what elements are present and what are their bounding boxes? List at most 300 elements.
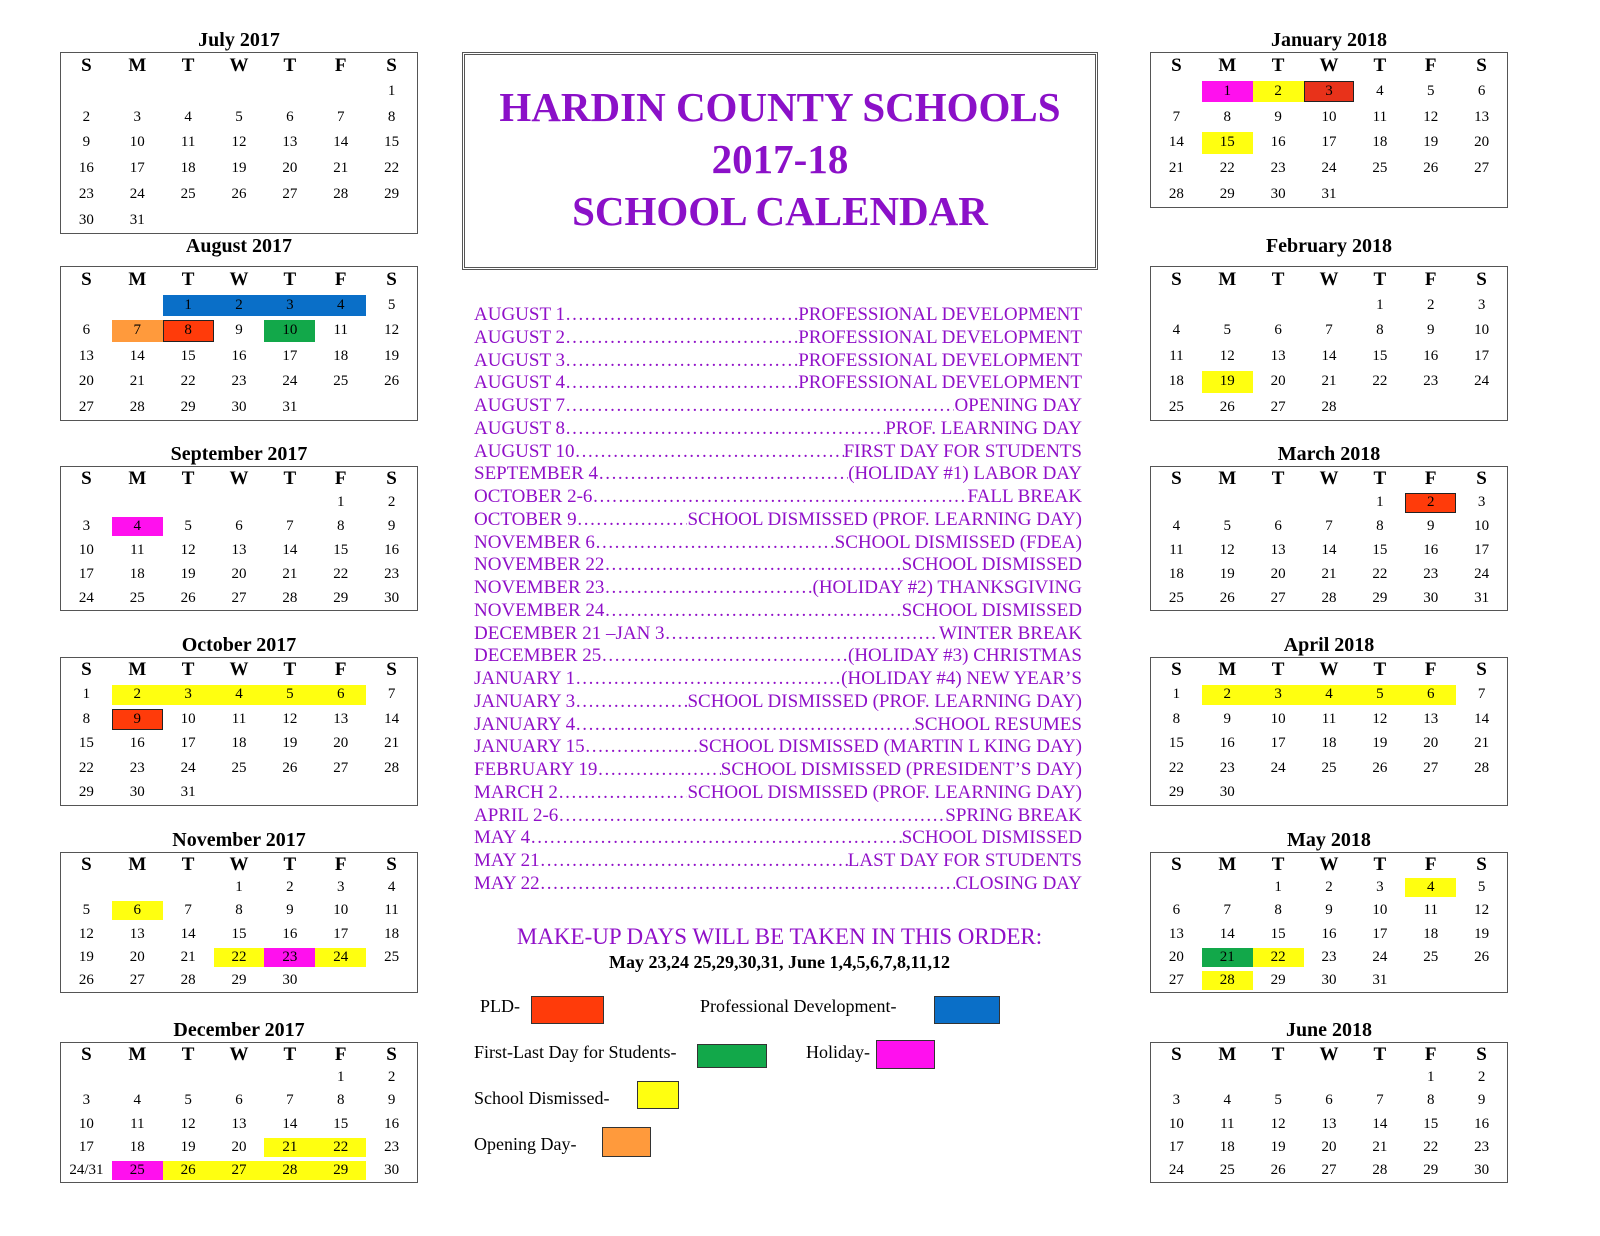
day-cell xyxy=(1405,562,1456,586)
dot-leader xyxy=(577,509,688,532)
week-row xyxy=(61,1112,417,1135)
day-number: 27 xyxy=(1270,589,1286,606)
day-number: 26 xyxy=(180,589,196,606)
event-description: SCHOOL DISMISSED (PROF. LEARNING DAY) xyxy=(687,690,1082,712)
day-number: 10 xyxy=(1321,108,1337,125)
day-number: 20 xyxy=(231,1138,247,1155)
day-cell xyxy=(214,318,265,344)
day-number: 8 xyxy=(336,1092,345,1109)
day-cell xyxy=(1456,369,1507,395)
day-number: 28 xyxy=(1321,589,1337,606)
day-number: 6 xyxy=(1274,322,1282,339)
day-cell xyxy=(163,344,214,370)
day-cell xyxy=(1354,1089,1405,1112)
dot-leader xyxy=(575,691,687,714)
day-number: 8 xyxy=(387,108,396,125)
day-cell xyxy=(366,395,417,421)
day-number: 30 xyxy=(384,1161,400,1178)
day-number: 23 xyxy=(1423,565,1439,582)
weekday-label: W xyxy=(1319,467,1339,489)
event-date: AUGUST 4 xyxy=(474,372,565,394)
day-number: 20 xyxy=(1321,1138,1337,1155)
day-number: 13 xyxy=(78,347,94,364)
day-number: 6 xyxy=(133,902,142,919)
day-cell xyxy=(61,1112,112,1135)
weekday-label: W xyxy=(229,1043,249,1065)
day-cell xyxy=(315,79,366,105)
day-cell xyxy=(1253,491,1304,515)
day-cell xyxy=(1354,781,1405,806)
day-cell xyxy=(112,182,163,208)
day-cell xyxy=(315,491,366,515)
month-grid-april-2018 xyxy=(1150,657,1508,806)
day-cell xyxy=(1354,293,1405,319)
day-cell xyxy=(1151,1112,1202,1135)
day-cell xyxy=(1456,1089,1507,1112)
day-cell xyxy=(366,318,417,344)
day-cell xyxy=(112,1159,163,1182)
weekday-label: M xyxy=(1218,268,1237,290)
day-cell xyxy=(1304,922,1355,945)
day-number: 28 xyxy=(1168,185,1184,202)
day-cell xyxy=(1405,707,1456,732)
day-cell xyxy=(1151,781,1202,806)
weekday-label: T xyxy=(181,659,195,681)
day-number: 9 xyxy=(387,1092,396,1109)
week-row xyxy=(1151,1112,1507,1135)
day-number: 12 xyxy=(1372,710,1388,727)
weekday-label: F xyxy=(334,1043,347,1065)
day-cell xyxy=(163,1136,214,1159)
day-cell xyxy=(61,756,112,781)
day-cell xyxy=(61,182,112,208)
weekday-label: S xyxy=(386,54,397,76)
day-cell xyxy=(1202,130,1253,156)
event-date: JANUARY 4 xyxy=(474,713,576,735)
day-number: 18 xyxy=(1219,1138,1235,1155)
event-description: WINTER BREAK xyxy=(938,622,1082,644)
day-number: 10 xyxy=(78,1115,94,1132)
day-number: 6 xyxy=(286,108,294,125)
weekday-label: F xyxy=(334,467,347,489)
day-number: 16 xyxy=(1423,347,1439,364)
dot-leader xyxy=(574,441,843,464)
day-number: 11 xyxy=(1169,541,1184,558)
day-cell xyxy=(1456,1112,1507,1135)
week-row xyxy=(1151,515,1507,539)
day-cell xyxy=(1405,130,1456,156)
weekday-label: S xyxy=(386,1043,397,1065)
day-cell xyxy=(264,207,315,233)
day-number: 3 xyxy=(1477,296,1486,313)
day-number: 29 xyxy=(231,971,247,988)
day-cell xyxy=(1151,1136,1202,1159)
day-number: 10 xyxy=(180,710,196,727)
event-description: CLOSING DAY xyxy=(955,872,1082,894)
weekday-label: W xyxy=(229,853,249,875)
event-description: SCHOOL DISMISSED xyxy=(901,827,1082,849)
day-number: 28 xyxy=(384,759,400,776)
day-number: 11 xyxy=(180,134,196,151)
day-number: 7 xyxy=(1223,902,1232,919)
day-number: 8 xyxy=(1274,902,1282,919)
day-number: 22 xyxy=(78,759,94,776)
weekday-label: S xyxy=(81,659,92,681)
dot-leader xyxy=(565,304,798,327)
day-cell xyxy=(1354,969,1405,992)
week-row xyxy=(61,156,417,182)
day-number: 3 xyxy=(286,296,294,313)
weekday-label: W xyxy=(229,268,249,290)
day-cell xyxy=(1151,586,1202,610)
day-cell xyxy=(163,586,214,610)
day-cell xyxy=(366,538,417,562)
day-cell xyxy=(1354,104,1405,130)
day-cell xyxy=(61,707,112,732)
day-cell xyxy=(366,293,417,319)
day-number: 21 xyxy=(129,373,145,390)
day-number: 25 xyxy=(1219,1161,1235,1178)
day-number: 16 xyxy=(1321,925,1337,942)
week-row xyxy=(1151,969,1507,992)
day-cell xyxy=(61,732,112,757)
day-cell xyxy=(1405,756,1456,781)
day-cell xyxy=(315,318,366,344)
day-number: 13 xyxy=(1168,925,1184,942)
day-cell xyxy=(1304,515,1355,539)
weekday-header xyxy=(61,853,417,876)
day-number: 4 xyxy=(1325,686,1333,703)
day-cell xyxy=(1405,491,1456,515)
month-title: November 2017 xyxy=(172,829,306,851)
dot-leader xyxy=(598,463,848,486)
day-number: 5 xyxy=(184,518,192,535)
day-cell xyxy=(315,1089,366,1112)
day-cell xyxy=(1405,683,1456,708)
month-grid-september-2017 xyxy=(60,466,418,611)
day-cell xyxy=(1151,1066,1202,1089)
day-number: 17 xyxy=(1474,541,1490,558)
day-number: 28 xyxy=(282,589,298,606)
day-number: 10 xyxy=(333,902,349,919)
day-number: 22 xyxy=(333,1138,349,1155)
day-number: 24/31 xyxy=(69,1161,104,1178)
day-cell xyxy=(214,781,265,806)
day-cell xyxy=(1354,732,1405,757)
day-cell xyxy=(315,922,366,945)
weekday-header xyxy=(61,53,417,79)
day-cell xyxy=(112,732,163,757)
day-number: 4 xyxy=(1172,322,1181,339)
weekday-header xyxy=(1151,53,1507,79)
month-title: February 2018 xyxy=(1265,235,1393,257)
day-cell xyxy=(264,1136,315,1159)
day-number: 10 xyxy=(282,322,298,339)
day-cell xyxy=(214,104,265,130)
day-number: 22 xyxy=(384,160,400,177)
day-number: 14 xyxy=(1474,710,1490,727)
day-cell xyxy=(1253,156,1304,182)
day-cell xyxy=(264,491,315,515)
day-number: 1 xyxy=(82,686,91,703)
event-row xyxy=(474,463,1082,486)
event-row xyxy=(474,486,1082,509)
week-row xyxy=(61,562,417,586)
day-number: 4 xyxy=(184,108,192,125)
week-row xyxy=(1151,130,1507,156)
day-cell xyxy=(366,781,417,806)
day-cell xyxy=(1456,922,1507,945)
month-grid-july-2017 xyxy=(60,52,418,234)
day-number: 3 xyxy=(1172,1092,1181,1109)
day-number: 21 xyxy=(1168,159,1184,176)
day-number: 4 xyxy=(387,879,396,896)
day-number: 6 xyxy=(1325,1092,1333,1109)
day-number: 12 xyxy=(180,541,196,558)
day-number: 7 xyxy=(1325,518,1333,535)
day-number: 13 xyxy=(333,710,349,727)
week-row xyxy=(61,586,417,610)
day-number: 8 xyxy=(1426,1092,1435,1109)
event-description: FALL BREAK xyxy=(967,486,1082,507)
day-number: 15 xyxy=(1270,925,1286,942)
day-number: 17 xyxy=(78,565,94,582)
day-number: 17 xyxy=(1168,1138,1184,1155)
day-number: 19 xyxy=(1372,735,1388,752)
day-cell xyxy=(1202,562,1253,586)
day-cell xyxy=(315,946,366,969)
day-number: 13 xyxy=(1474,108,1490,125)
day-cell xyxy=(163,683,214,708)
day-cell xyxy=(163,732,214,757)
day-number: 4 xyxy=(1376,82,1384,99)
event-date: NOVEMBER 6 xyxy=(474,531,595,553)
day-cell xyxy=(214,293,265,319)
day-cell xyxy=(315,781,366,806)
day-cell xyxy=(163,130,214,156)
day-cell xyxy=(1151,395,1202,421)
day-number: 3 xyxy=(1274,686,1282,703)
day-number: 12 xyxy=(78,925,94,942)
day-cell xyxy=(112,707,163,732)
day-cell xyxy=(1202,732,1253,757)
day-number: 14 xyxy=(282,1115,298,1132)
day-cell xyxy=(61,104,112,130)
weekday-label: W xyxy=(1319,268,1339,290)
week-row xyxy=(1151,732,1507,757)
day-cell xyxy=(1405,318,1456,344)
day-number: 29 xyxy=(384,185,400,202)
event-date: NOVEMBER 24 xyxy=(474,599,605,621)
day-number: 3 xyxy=(133,108,142,125)
day-cell xyxy=(264,756,315,781)
day-cell xyxy=(366,182,417,208)
weekday-label: S xyxy=(81,1043,92,1065)
weekday-label: S xyxy=(1171,1043,1182,1065)
day-cell xyxy=(112,899,163,922)
day-number: 17 xyxy=(129,160,145,177)
weekday-label: S xyxy=(1476,1043,1487,1065)
day-cell xyxy=(1253,395,1304,421)
day-cell xyxy=(214,395,265,421)
dot-leader xyxy=(565,350,798,373)
day-number: 24 xyxy=(1270,759,1286,776)
day-number: 2 xyxy=(1274,82,1282,99)
day-number: 5 xyxy=(286,686,294,703)
day-cell xyxy=(1151,1159,1202,1182)
day-cell xyxy=(1405,369,1456,395)
day-cell xyxy=(163,491,214,515)
day-number: 30 xyxy=(384,589,400,606)
weekday-label: S xyxy=(386,659,397,681)
weekday-label: T xyxy=(181,54,195,76)
weekday-label: M xyxy=(1218,659,1237,681)
week-row xyxy=(61,756,417,781)
event-date: MAY 22 xyxy=(474,872,540,894)
weekday-label: T xyxy=(283,853,297,875)
day-cell xyxy=(1405,732,1456,757)
day-number: 4 xyxy=(1223,1092,1232,1109)
day-cell xyxy=(264,922,315,945)
week-row xyxy=(61,946,417,969)
day-number: 9 xyxy=(1426,322,1435,339)
week-row xyxy=(1151,1159,1507,1182)
dot-leader xyxy=(585,736,699,759)
day-cell xyxy=(1405,515,1456,539)
day-number: 7 xyxy=(133,322,142,339)
event-row xyxy=(474,304,1082,327)
weekday-label: W xyxy=(1319,54,1339,76)
event-date: AUGUST 10 xyxy=(474,440,575,462)
day-cell xyxy=(1304,293,1355,319)
event-description: SCHOOL DISMISSED (PROF. LEARNING DAY) xyxy=(687,508,1082,530)
day-cell xyxy=(61,876,112,899)
event-date: FEBRUARY 19 xyxy=(474,759,598,780)
event-row xyxy=(474,805,1082,828)
weekday-label: T xyxy=(1373,659,1387,681)
day-number: 29 xyxy=(1270,971,1286,988)
day-number: 19 xyxy=(1219,565,1235,582)
month-title: May 2018 xyxy=(1287,829,1371,851)
day-number: 30 xyxy=(1474,1161,1490,1178)
day-number: 21 xyxy=(180,948,196,965)
day-cell xyxy=(112,781,163,806)
day-cell xyxy=(61,781,112,806)
day-cell xyxy=(1354,79,1405,105)
day-number: 29 xyxy=(1423,1161,1439,1178)
day-cell xyxy=(112,293,163,319)
day-number: 7 xyxy=(1376,1092,1384,1109)
day-number: 24 xyxy=(333,948,349,965)
day-number: 2 xyxy=(235,296,243,313)
event-description: PROFESSIONAL DEVELOPMENT xyxy=(798,349,1082,371)
weekday-label: S xyxy=(386,853,397,875)
makeup-title: MAKE-UP DAYS WILL BE TAKEN IN THIS ORDER: xyxy=(516,924,1043,949)
day-number: 23 xyxy=(1219,759,1235,776)
day-cell xyxy=(315,1112,366,1135)
month-grid-january-2018 xyxy=(1150,52,1508,208)
day-number: 23 xyxy=(231,373,247,390)
day-number: 21 xyxy=(282,565,298,582)
day-cell xyxy=(1253,318,1304,344)
day-number: 18 xyxy=(129,1138,145,1155)
dot-leader xyxy=(575,668,841,691)
day-number: 21 xyxy=(282,1138,298,1155)
week-row xyxy=(61,130,417,156)
day-cell xyxy=(163,781,214,806)
day-cell xyxy=(1456,756,1507,781)
weekday-label: T xyxy=(1271,467,1285,489)
dot-leader xyxy=(565,395,954,418)
day-cell xyxy=(366,922,417,945)
day-cell xyxy=(315,538,366,562)
event-description: (HOLIDAY #1) LABOR DAY xyxy=(848,463,1082,485)
weekday-label: M xyxy=(128,659,147,681)
dot-leader xyxy=(592,486,967,509)
day-number: 23 xyxy=(1321,948,1337,965)
day-cell xyxy=(1253,1089,1304,1112)
month-grid-february-2018 xyxy=(1150,266,1508,421)
day-cell xyxy=(1405,538,1456,562)
day-number: 26 xyxy=(1270,1161,1286,1178)
day-cell xyxy=(1405,181,1456,207)
day-cell xyxy=(214,130,265,156)
day-number: 4 xyxy=(1426,879,1435,896)
dot-leader xyxy=(604,600,901,623)
day-number: 6 xyxy=(235,518,243,535)
day-cell xyxy=(61,369,112,395)
day-number: 8 xyxy=(1376,322,1384,339)
day-number: 29 xyxy=(1372,589,1388,606)
week-row xyxy=(61,104,417,130)
day-number: 6 xyxy=(1426,686,1435,703)
day-cell xyxy=(1405,1089,1456,1112)
day-number: 16 xyxy=(78,160,94,177)
day-number: 11 xyxy=(333,322,348,339)
day-cell xyxy=(315,130,366,156)
day-cell xyxy=(1456,946,1507,969)
day-cell xyxy=(1202,707,1253,732)
week-row xyxy=(1151,491,1507,515)
day-cell xyxy=(264,1089,315,1112)
day-cell xyxy=(61,130,112,156)
day-cell xyxy=(61,344,112,370)
weekday-label: F xyxy=(1424,659,1437,681)
day-cell xyxy=(112,946,163,969)
day-cell xyxy=(264,969,315,992)
day-cell xyxy=(264,707,315,732)
day-cell xyxy=(112,1066,163,1089)
day-number: 20 xyxy=(1270,565,1286,582)
weekday-header xyxy=(1151,267,1507,293)
day-cell xyxy=(1456,130,1507,156)
day-number: 18 xyxy=(180,160,196,177)
day-number: 11 xyxy=(384,902,399,919)
day-number: 25 xyxy=(129,589,145,606)
day-number: 27 xyxy=(78,398,94,415)
day-number: 2 xyxy=(1426,296,1435,313)
event-description: FIRST DAY FOR STUDENTS xyxy=(843,440,1082,462)
month-grid-august-2017 xyxy=(60,266,418,421)
day-number: 24 xyxy=(180,759,196,776)
day-number: 17 xyxy=(282,347,298,364)
day-number: 12 xyxy=(231,134,247,151)
day-number: 12 xyxy=(1270,1115,1286,1132)
day-cell xyxy=(214,1112,265,1135)
event-row xyxy=(474,668,1082,691)
day-cell xyxy=(264,538,315,562)
week-row xyxy=(1151,899,1507,922)
